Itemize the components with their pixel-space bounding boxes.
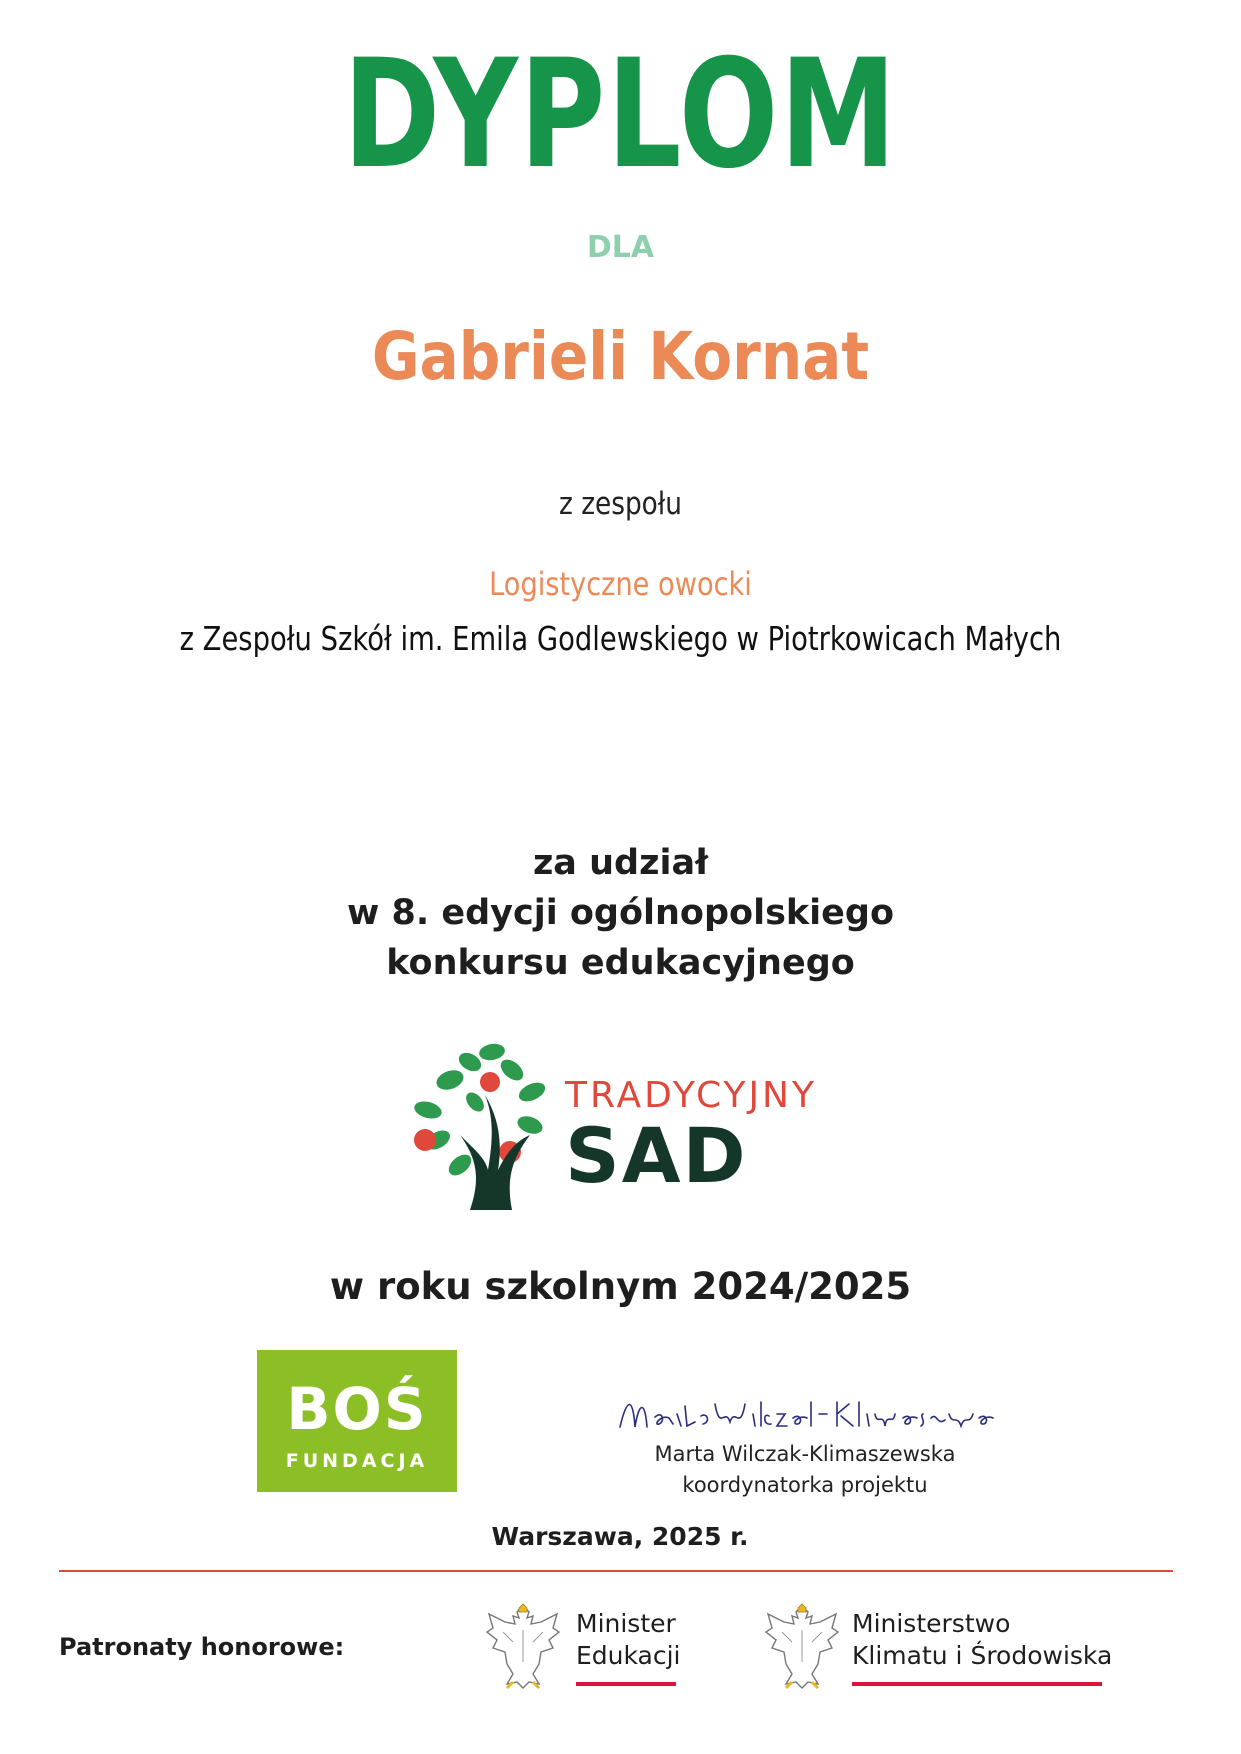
bos-foundation-logo xyxy=(257,1350,457,1492)
patron-line2: Edukacji xyxy=(576,1641,681,1670)
flag-stripe xyxy=(576,1680,676,1685)
flag-stripe xyxy=(852,1680,1102,1685)
polish-eagle-icon xyxy=(762,1602,842,1690)
handwritten-signature-icon xyxy=(615,1392,995,1442)
school-name: z Zespołu Szkół im. Emila Godlewskiego w Piotrkowicach Małych xyxy=(179,619,1062,658)
signatory-role: koordynatorka projektu xyxy=(682,1473,928,1497)
patron-minister-education xyxy=(576,1608,681,1672)
divider xyxy=(59,1570,1173,1572)
patron-line1: Ministerstwo xyxy=(852,1609,1011,1638)
recipient-name: Gabrieli Kornat xyxy=(371,318,870,395)
signatory-name: Marta Wilczak-Klimaszewska xyxy=(654,1442,956,1466)
place-date: Warszawa, 2025 r. xyxy=(491,1522,749,1551)
for-label: DLA xyxy=(586,230,655,265)
bos-logo-word: BOŚ xyxy=(286,1375,428,1443)
patron-line1: Minister xyxy=(576,1609,676,1638)
award-line: w 8. edycji ogólnopolskiego xyxy=(346,893,895,933)
team-name: Logistyczne owocki xyxy=(489,565,752,603)
bos-logo-sub: FUNDACJA xyxy=(285,1450,429,1472)
patronage-label: Patronaty honorowe: xyxy=(59,1633,345,1661)
diploma-title: DYPLOM xyxy=(343,28,898,202)
team-intro: z zespołu xyxy=(558,486,683,522)
award-line: konkursu edukacyjnego xyxy=(386,943,855,983)
contest-logo-line2: SAD xyxy=(565,1111,748,1200)
polish-eagle-icon xyxy=(483,1602,563,1690)
patron-line2: Klimatu i Środowiska xyxy=(852,1641,1113,1670)
school-year: w roku szkolnym 2024/2025 xyxy=(329,1265,912,1308)
award-line: za udział xyxy=(532,843,709,883)
contest-logo-line1: TRADYCYJNY xyxy=(565,1075,817,1116)
patron-ministry-climate xyxy=(852,1608,1112,1672)
